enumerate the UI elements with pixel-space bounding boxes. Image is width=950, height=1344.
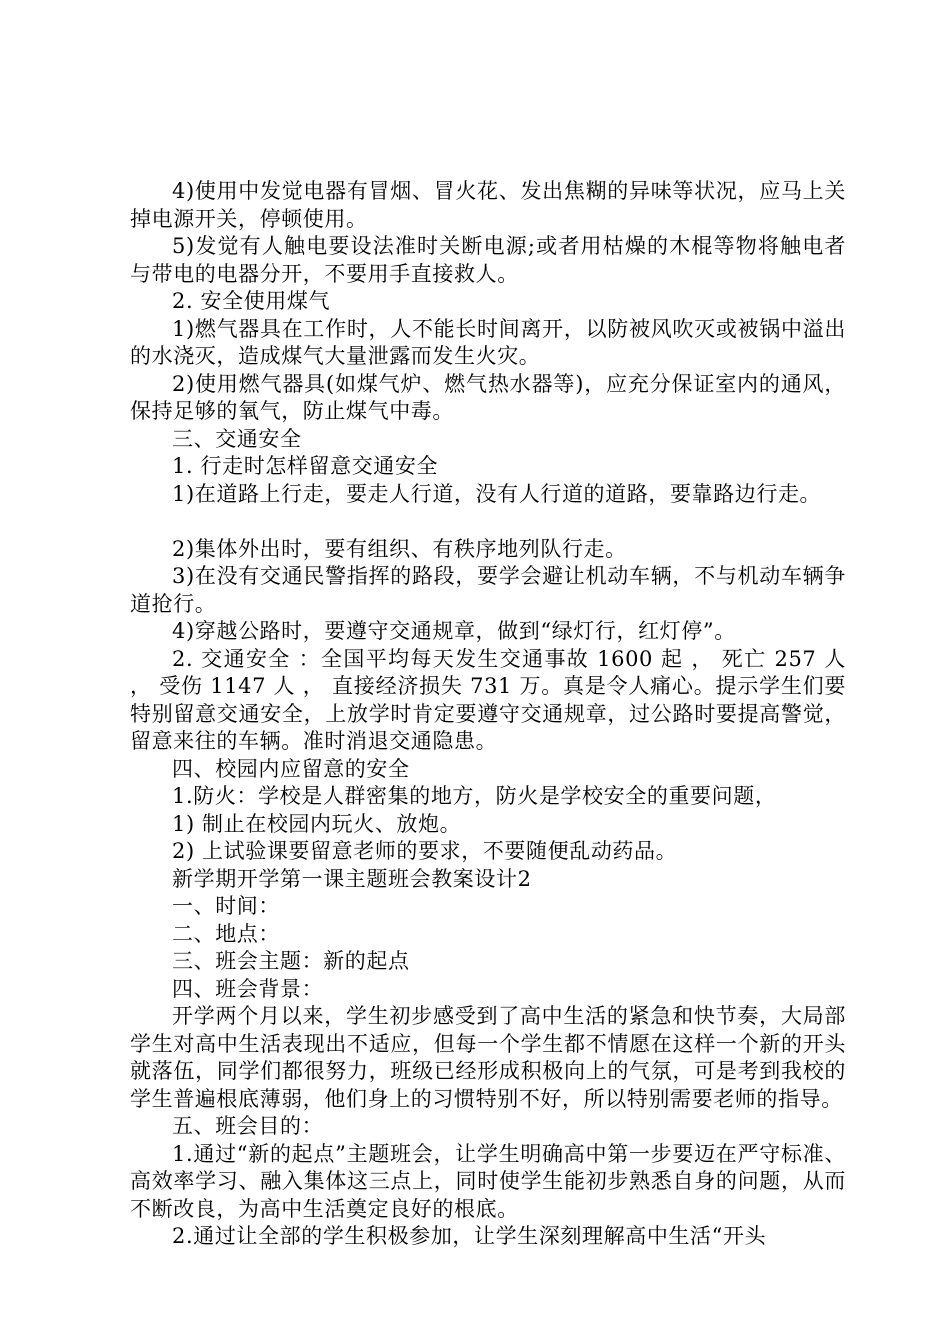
paragraph: 2) 上试验课要留意老师的要求，不要随便乱动药品。: [172, 839, 678, 863]
paragraph: 4)使用中发觉电器有冒烟、冒火花、发出焦糊的异味等状况，应马上关掉电源开关，停顿使用。: [130, 179, 846, 231]
paragraph: 5)发觉有人触电要设法准时关断电源;或者用枯燥的木棍等物将触电者与带电的电器分开，不要用手直接救人。: [130, 234, 846, 286]
section-heading: 二、地点：: [172, 921, 280, 946]
paragraph: 1)在道路上行走，要走人行道，没有人行道的道路，要靠路边行走。: [172, 481, 822, 506]
document-title: 新学期开学第一课主题班会教案设计2: [172, 866, 532, 891]
paragraph: 2)使用燃气器具(如煤气炉、燃气热水器等)，应充分保证室内的通风，保持足够的氧气，防止煤气中毒。: [130, 371, 846, 423]
paragraph: 1)燃气器具在工作时，人不能长时间离开，以防被风吹灭或被锅中溢出的水浇灭，造成煤气大量泄露而发生火灾。: [130, 316, 846, 368]
section-heading: 2. 安全使用煤气: [172, 289, 331, 313]
paragraph: 1) 制止在校园内玩火、放炮。: [172, 811, 462, 836]
section-heading: 四、校园内应留意的安全: [172, 756, 410, 781]
section-heading: 三、班会主题：新的起点: [172, 949, 410, 973]
paragraph: 开学两个月以来，学生初步感受到了高中生活的紧急和快节奏，大局部学生对高中生活表现出不适应，但每一个学生都不情愿在这样一个新的开头就落伍，同学们都很努力，班级已经形成积极向上的气氛，可是考到我校的学生普遍根底薄弱，他们身上的习惯特别不好，所以特别需要老师的指导。: [130, 1004, 846, 1111]
paragraph: 1.防火：学校是人群密集的地方，防火是学校安全的重要问题，: [172, 784, 777, 808]
section-heading: 1. 行走时怎样留意交通安全: [172, 454, 439, 478]
section-heading: 五、班会目的：: [172, 1114, 324, 1138]
paragraph: 2. 交通安全 ：全国平均每天发生交通事故 1600 起 ， 死亡 257 人 ， 受伤 1147 人 ， 直接经济损失 731 万。真是令人痛心。提示学生们要特别留意交通安全，上放学时肯定要遵守交通规章，过公路时要提高警觉，留意来往的车辆。准时消退交通隐患。: [130, 646, 846, 753]
paragraph: 4)穿越公路时，要遵守交通规章，做到“绿灯行，红灯停”。: [172, 619, 736, 643]
paragraph: 1.通过“新的起点”主题班会，让学生明确高中第一步要迈在严守标准、高效率学习、融入集体这三点上，同时使学生能初步熟悉自身的问题，从而不断改良，为高中生活奠定良好的根底。: [130, 1141, 846, 1221]
section-heading: 三、交通安全: [172, 426, 302, 451]
document-body: [130, 178, 846, 1251]
paragraph: 2.通过让全部的学生积极参加，让学生深刻理解高中生活“开头: [172, 1224, 767, 1248]
section-heading: 一、时间：: [172, 894, 280, 918]
section-heading: 四、班会背景：: [172, 976, 324, 1001]
paragraph: 3)在没有交通民警指挥的路段，要学会避让机动车辆，不与机动车辆争道抢行。: [130, 564, 846, 616]
paragraph: 2)集体外出时，要有组织、有秩序地列队行走。: [172, 536, 627, 561]
